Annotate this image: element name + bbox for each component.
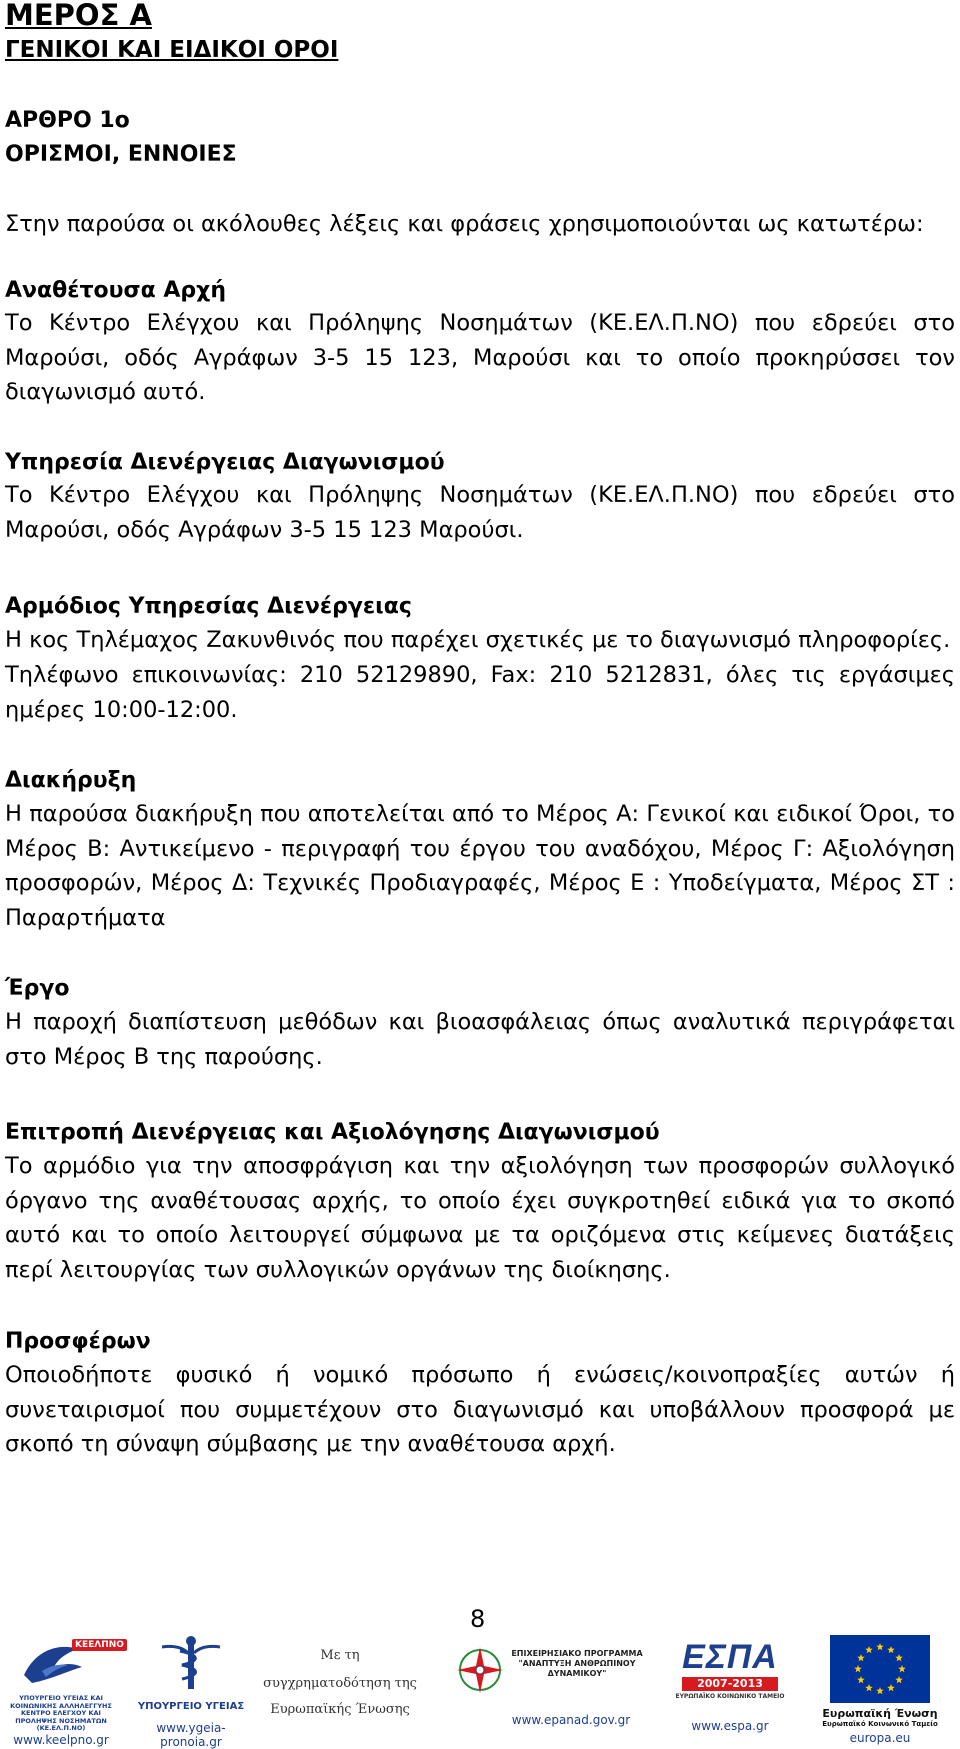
keelpno-caption: ΥΠΟΥΡΓΕΙΟ ΥΓΕΙΑΣ ΚΑΙ ΚΟΙΝΩΝΙΚΗΣ ΑΛΛΗΛΕΓΓΥΗΣ ΚΕΝΤΡΟ ΕΛΕΓΧΟΥ ΚΑΙ ΠΡΟΛΗΨΗΣ ΝΟΣΗΜΑΤΩΝ (ΚΕ.ΕΛ.Π.ΝΟ) bbox=[10, 1694, 112, 1732]
definition-text: Η παροχή διαπίστευση μεθόδων και βιοασφάλειας όπως αναλυτικά περιγράφεται στο Μέρος Β της παρούσης. bbox=[5, 1009, 955, 1070]
cofinance-line: συγχρηματοδότηση της bbox=[263, 1676, 417, 1691]
definition-term: Προσφέρων bbox=[5, 1329, 151, 1354]
definition-term: Έργο bbox=[5, 976, 70, 1001]
caduceus-icon bbox=[132, 1635, 250, 1697]
part-title: ΜΕΡΟΣ Α bbox=[5, 0, 152, 32]
definition-text: Τηλέφωνο επικοινωνίας: 210 52129890, Fax: 210 5212831, όλες τις εργάσιμες ημέρες 10:00-12:00. bbox=[5, 662, 955, 723]
ministry-logo bbox=[132, 1635, 250, 1749]
epanad-caption: "ΑΝΑΠΤΥΞΗ ΑΝΘΡΩΠΙΝΟΥ ΔΥΝΑΜΙΚΟΥ" bbox=[518, 1659, 636, 1678]
definition-text: Το Κέντρο Ελέγχου και Πρόληψης Νοσημάτων (ΚΕ.ΕΛ.Π.ΝΟ) που εδρεύει στο Μαρούσι, οδός Αγράφων 3-5 15 123, Μαρούσι και το οποίο προκηρύσσει τον διαγωνισμό αυτό. bbox=[5, 310, 955, 405]
compass-rose-icon bbox=[455, 1645, 505, 1695]
definition-text: Το αρμόδιο για την αποσφράγιση και την αξιολόγηση των προσφορών συλλογικό όργανο της αναθέτουσας αρχής, το οποίο έχει συγκροτηθεί ειδικά για το σκοπό αυτό και το οποίο λειτουργεί σύμφωνα με τα οριζόμενα στις κείμενες διατάξεις περί λειτουργίας των συλλογικών οργάνων της διοίκησης. bbox=[5, 1153, 955, 1283]
eu-flag-icon bbox=[830, 1635, 930, 1703]
definition-text: Η παρούσα διακήρυξη που αποτελείται από το Μέρος Α: Γενικοί και ειδικοί Όροι, το Μέρος Β: Αντικείμενο - περιγραφή του έργου του αναδόχου, Μέρος Γ: Αξιολόγηση προσφορών, Μέρος Δ: Τεχνικές Προδιαγραφές, Μέρος Ε : Υποδείγματα, Μέρος ΣΤ : Παραρτήματα bbox=[5, 801, 955, 931]
footer bbox=[0, 1605, 960, 1749]
espa-title: ΕΣΠΑ bbox=[682, 1638, 778, 1676]
keelpno-url[interactable]: www.keelpno.gr bbox=[13, 1732, 109, 1747]
definition-term: Αναθέτουσα Αρχή bbox=[5, 278, 227, 303]
epanad-caption: ΕΠΙΧΕΙΡΗΣΙΑΚΟ ΠΡΟΓΡΑΜΜΑ bbox=[511, 1649, 643, 1658]
cofinance-line: Με τη bbox=[320, 1648, 360, 1663]
article-title: ΟΡΙΣΜΟΙ, ΕΝΝΟΙΕΣ bbox=[5, 142, 237, 167]
cofinance-line: Ευρωπαϊκής Ένωσης bbox=[270, 1702, 410, 1717]
definition-text: Οποιοδήποτε φυσικό ή νομικό πρόσωπο ή ενώσεις/κοινοπραξίες αυτών ή συνεταιρισμοί που συμμετέχουν στο διαγωνισμό και υποβάλλουν προσφορά με σκοπό τη σύναψη σύμβασης με την αναθέτουσα αρχή. bbox=[5, 1362, 955, 1457]
cofinance-text bbox=[255, 1645, 425, 1721]
espa-years: 2007-2013 bbox=[682, 1677, 778, 1691]
eu-caption: Ευρωπαϊκή Ένωση bbox=[822, 1707, 938, 1720]
definition-term: Αρμόδιος Υπηρεσίας Διενέργειας bbox=[5, 594, 412, 619]
espa-logo bbox=[660, 1639, 800, 1733]
page-number: 8 bbox=[470, 1605, 486, 1633]
definition-term: Υπηρεσία Διενέργειας Διαγωνισμού bbox=[5, 450, 445, 475]
eu-url[interactable]: europa.eu bbox=[849, 1731, 911, 1745]
article-number: ΑΡΘΡΟ 1ο bbox=[5, 108, 130, 133]
definition-term: Διακήρυξη bbox=[5, 768, 137, 793]
article-intro: Στην παρούσα οι ακόλουθες λέξεις και φράσεις χρησιμοποιούνται ως κατωτέρω: bbox=[5, 211, 924, 237]
ministry-caption: ΥΠΟΥΡΓΕΙΟ ΥΓΕΙΑΣ bbox=[137, 1701, 245, 1712]
definition-term: Επιτροπή Διενέργειας και Αξιολόγησης Διαγωνισμού bbox=[5, 1120, 660, 1145]
keelpno-badge: ΚΕΕΛΠΝΟ bbox=[72, 1639, 127, 1651]
definition-text: Το Κέντρο Ελέγχου και Πρόληψης Νοσημάτων (ΚΕ.ΕΛ.Π.ΝΟ) που εδρεύει στο Μαρούσι, οδός Αγράφων 3-5 15 123 Μαρούσι. bbox=[5, 482, 955, 543]
epanad-url[interactable]: www.epanad.gov.gr bbox=[511, 1713, 631, 1727]
keelpno-logo bbox=[2, 1635, 124, 1747]
part-subtitle: ΓΕΝΙΚΟΙ ΚΑΙ ΕΙΔΙΚΟΙ ΟΡΟΙ bbox=[5, 37, 339, 63]
espa-url[interactable]: www.espa.gr bbox=[691, 1718, 769, 1733]
ministry-url[interactable]: www.ygeia-pronoia.gr bbox=[156, 1721, 226, 1749]
eu-logo bbox=[820, 1635, 940, 1745]
eu-fund: Ευρωπαϊκό Κοινωνικό Ταμείο bbox=[822, 1720, 938, 1728]
definition-text: Η κος Τηλέμαχος Ζακυνθινός που παρέχει σχετικές με το διαγωνισμό πληροφορίες. bbox=[5, 627, 951, 653]
espa-fund: ΕΥΡΩΠΑΪΚΟ ΚΟΙΝΩΝΙΚΟ ΤΑΜΕΙΟ bbox=[675, 1693, 785, 1700]
